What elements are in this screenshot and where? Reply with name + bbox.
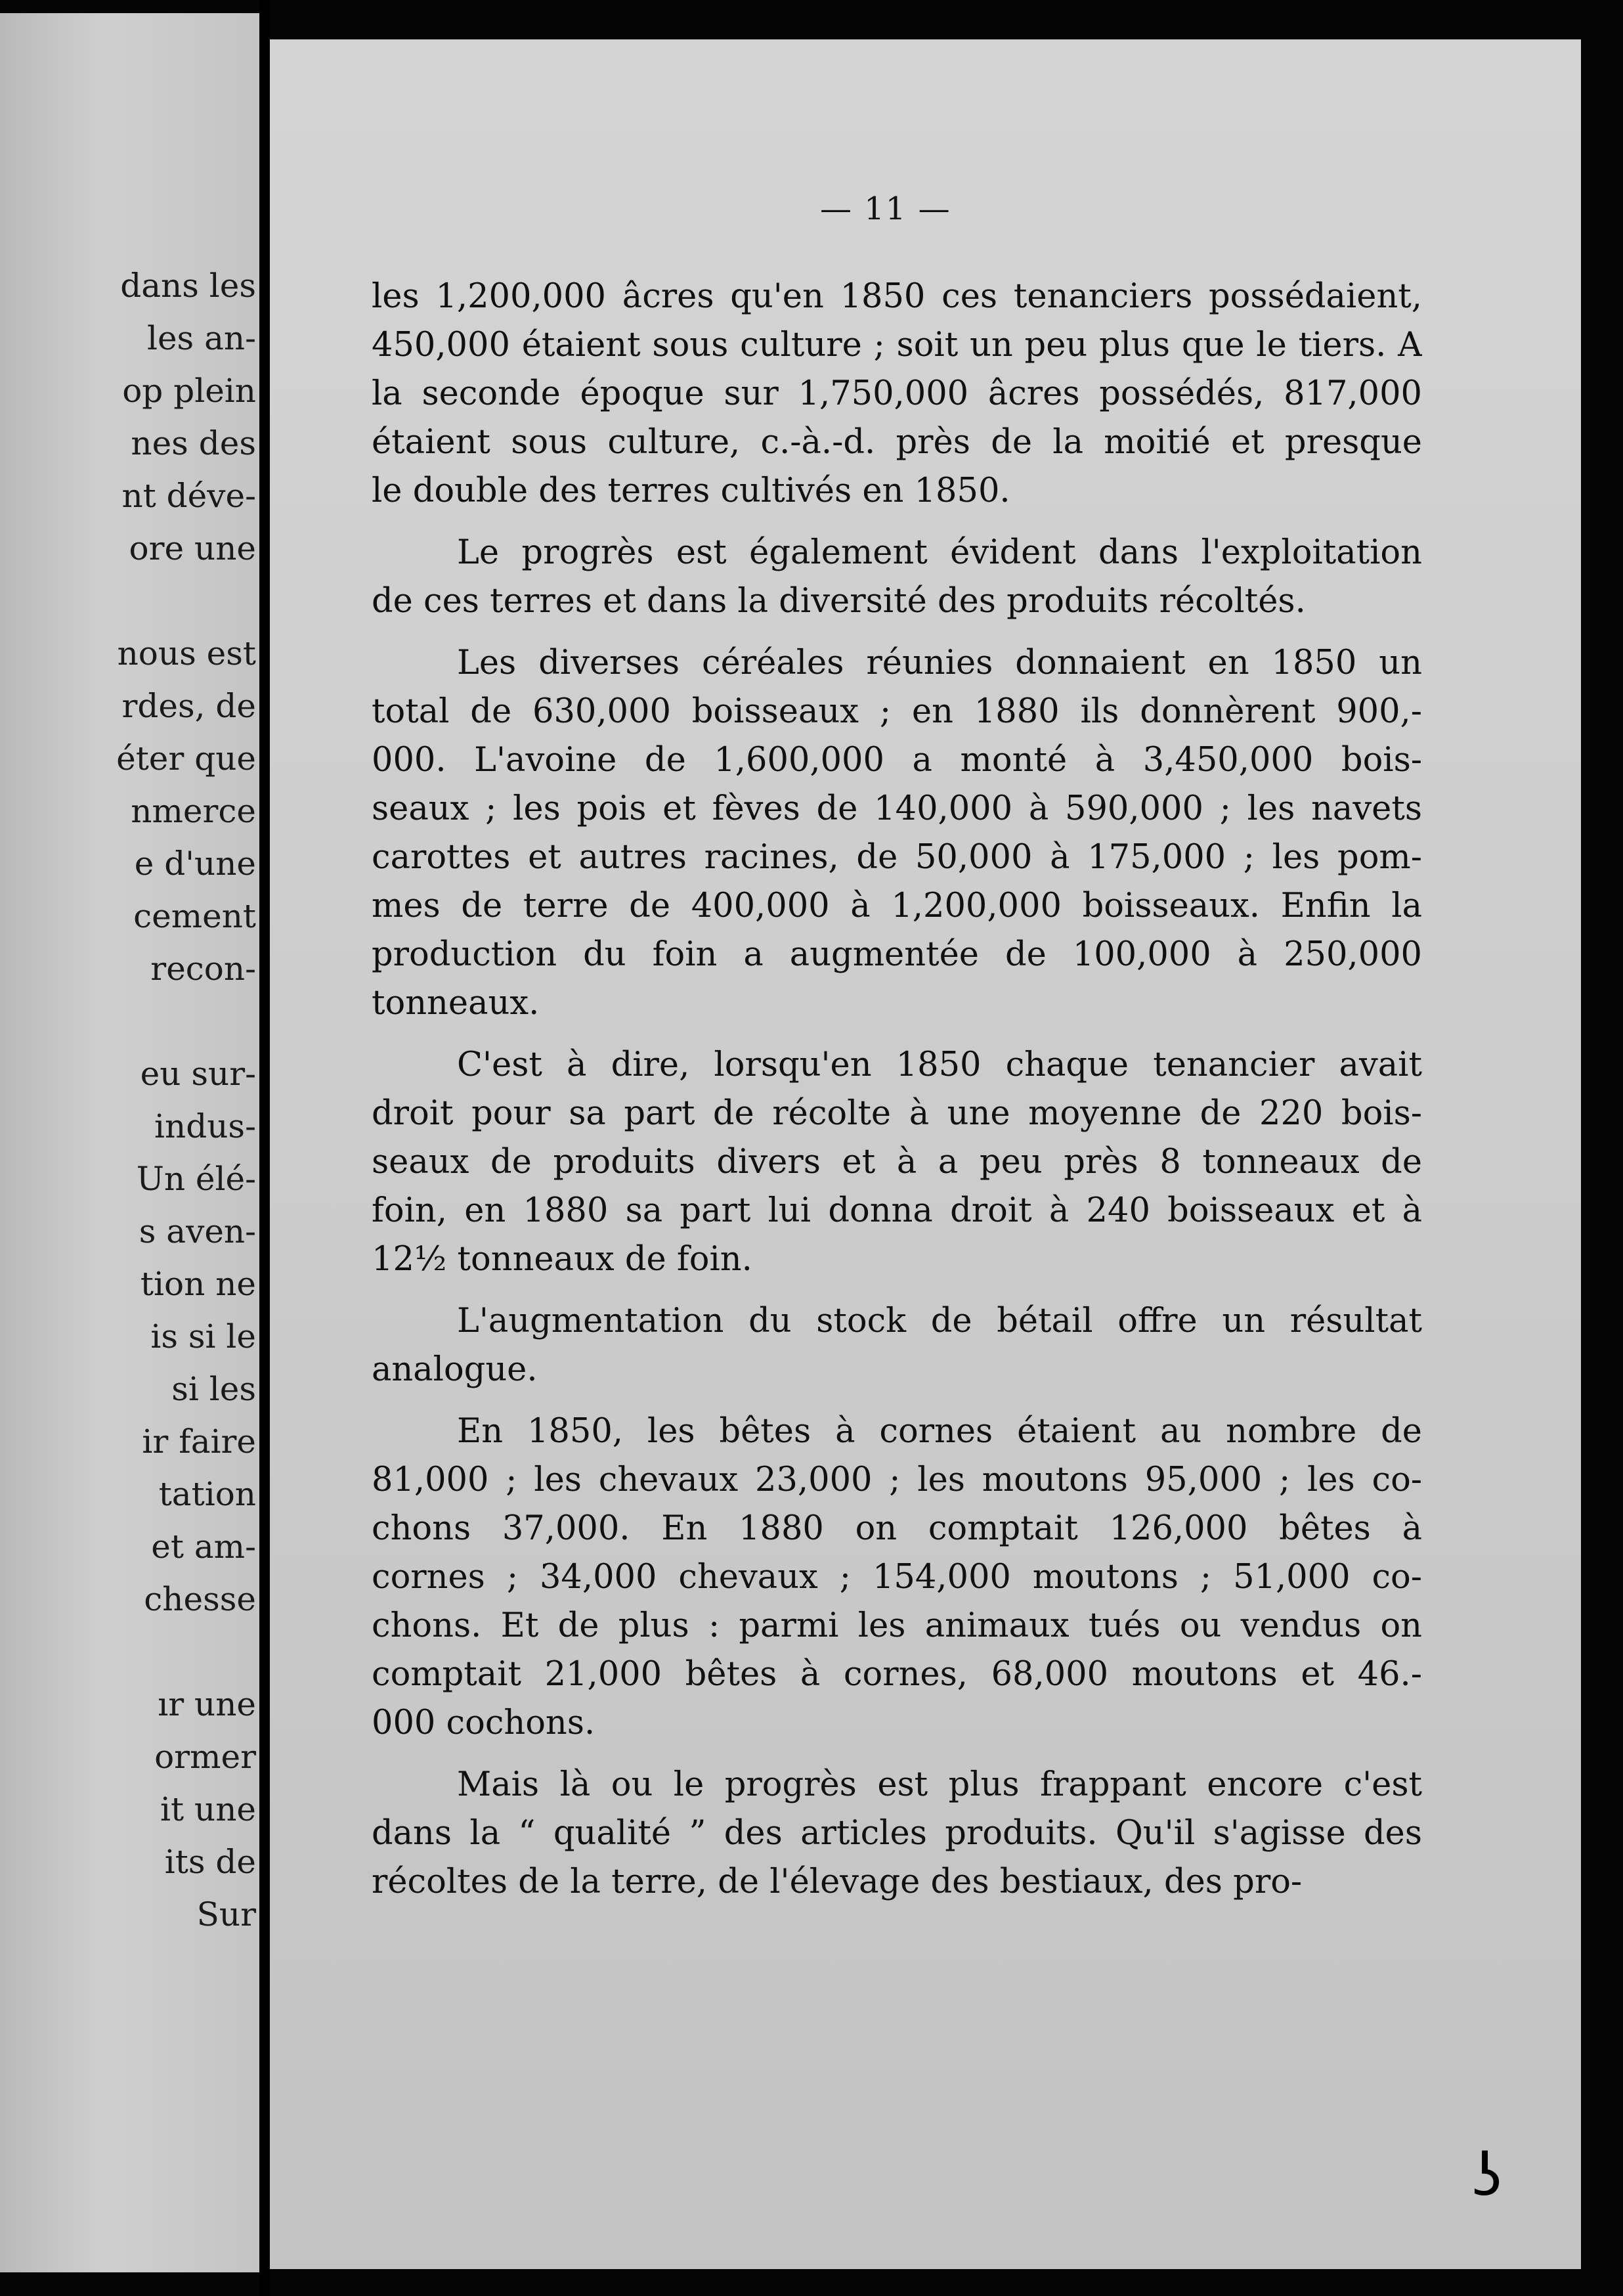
text-line: de ces terres et dans la diversité des produits récoltés. — [372, 582, 1306, 621]
text-line: 000. L'avoine de 1,600,000 a monté à 3,450,000 bois- — [372, 741, 1422, 780]
text-line: Les diverses céréales réunies donnaient en 1850 un — [457, 644, 1422, 682]
text-line: le double des terres cultivés en 1850. — [372, 472, 1010, 510]
text-line: mes de terre de 400,000 à 1,200,000 boisseaux. Enfin la — [372, 887, 1422, 925]
paragraph — [372, 1297, 1422, 1394]
left-page-line: et am- — [151, 1528, 256, 1566]
text-line: 450,000 étaient sous culture ; soit un peu plus que le tiers. A — [372, 326, 1422, 364]
text-line: 000 cochons. — [372, 1704, 595, 1742]
left-page-line: ır une — [158, 1685, 256, 1723]
left-page-line: tation — [158, 1475, 256, 1513]
book-page — [270, 39, 1581, 2269]
text-line: production du foin a augmentée de 100,000 à 250,000 — [372, 935, 1422, 974]
left-page-line: s aven- — [139, 1212, 256, 1250]
left-page-line: nous est — [117, 634, 256, 673]
left-page-line: recon- — [150, 950, 256, 988]
paragraph — [372, 1407, 1422, 1748]
text-line: total de 630,000 boisseaux ; en 1880 ils donnèrent 900,- — [372, 692, 1422, 731]
paragraph — [372, 639, 1422, 1028]
left-page-line: nt déve- — [121, 477, 256, 515]
text-line: seaux de produits divers et à a peu près 8 tonneaux de — [372, 1143, 1422, 1181]
text-line: seaux ; les pois et fèves de 140,000 à 590,000 ; les navets — [372, 789, 1422, 828]
text-line: chons 37,000. En 1880 on comptait 126,000 bêtes à — [372, 1509, 1422, 1548]
text-line: étaient sous culture, c.-à.-d. près de la moitié et presque — [372, 423, 1422, 462]
paragraph — [372, 273, 1422, 516]
left-page-line: si les — [171, 1370, 256, 1408]
left-page-line: is si le — [150, 1317, 256, 1356]
text-line: dans la “ qualité ” des articles produits. Qu'il s'agisse des — [372, 1814, 1422, 1853]
left-page-line: chesse — [144, 1580, 256, 1618]
text-line: Le progrès est également évident dans l'exploitation — [457, 533, 1422, 572]
left-page-line: it une — [160, 1790, 256, 1828]
paragraph — [372, 1041, 1422, 1284]
text-line: 12½ tonneaux de foin. — [372, 1240, 752, 1279]
left-page-line: cement — [133, 897, 256, 935]
left-page-line: ir faire — [142, 1423, 256, 1461]
left-page-line: indus- — [154, 1107, 256, 1145]
text-line: les 1,200,000 âcres qu'en 1850 ces tenanciers possédaient, — [372, 277, 1422, 316]
left-page-line: Un élé- — [136, 1160, 256, 1198]
paragraph — [372, 529, 1422, 626]
text-line: tonneaux. — [372, 984, 540, 1023]
text-line: cornes ; 34,000 chevaux ; 154,000 moutons ; 51,000 co- — [372, 1558, 1422, 1597]
left-page-line: Sur — [196, 1895, 256, 1933]
left-page-line: tion ne — [140, 1265, 256, 1303]
left-page-line: nmerce — [131, 792, 256, 830]
text-line: carottes et autres racines, de 50,000 à 175,000 ; les pom- — [372, 838, 1422, 877]
left-page-line: ormer — [154, 1738, 256, 1776]
text-line: foin, en 1880 sa part lui donna droit à 240 boisseaux et à — [372, 1191, 1422, 1230]
text-line: En 1850, les bêtes à cornes étaient au nombre de — [457, 1412, 1422, 1451]
left-page-line: rdes, de — [121, 687, 256, 725]
text-line: L'augmentation du stock de bétail offre un résultat — [457, 1302, 1422, 1340]
text-line: C'est à dire, lorsqu'en 1850 chaque tenancier avait — [457, 1046, 1422, 1084]
left-page-line: op plein — [122, 372, 256, 410]
paragraph — [372, 1761, 1422, 1907]
left-page-line: its de — [164, 1843, 256, 1881]
text-line: comptait 21,000 bêtes à cornes, 68,000 moutons et 46.- — [372, 1655, 1422, 1694]
left-page-line: eu sur- — [140, 1055, 256, 1093]
text-line: la seconde époque sur 1,750,000 âcres possédés, 817,000 — [372, 374, 1422, 413]
handwritten-mark: ʖ — [1472, 2141, 1502, 2210]
left-page-line: nes des — [131, 424, 256, 462]
left-page-line: dans les — [120, 267, 256, 305]
body-text — [372, 273, 1422, 1920]
left-page-line: les an- — [146, 319, 256, 357]
text-line: 81,000 ; les chevaux 23,000 ; les moutons 95,000 ; les co- — [372, 1461, 1422, 1499]
left-page-line: ore une — [129, 529, 256, 567]
left-page-fragment — [0, 13, 259, 2272]
text-line: analogue. — [372, 1350, 538, 1389]
text-line: chons. Et de plus : parmi les animaux tués ou vendus on — [372, 1606, 1422, 1645]
book-gutter — [259, 0, 270, 2296]
left-page-line: e d'une — [134, 845, 256, 883]
text-line: récoltes de la terre, de l'élevage des bestiaux, des pro- — [372, 1863, 1303, 1901]
text-line: droit pour sa part de récolte à une moyenne de 220 bois- — [372, 1094, 1422, 1133]
page-number: — 11 — — [820, 190, 951, 227]
text-line: Mais là ou le progrès est plus frappant encore c'est — [457, 1765, 1422, 1804]
left-page-line: éter que — [116, 740, 256, 778]
